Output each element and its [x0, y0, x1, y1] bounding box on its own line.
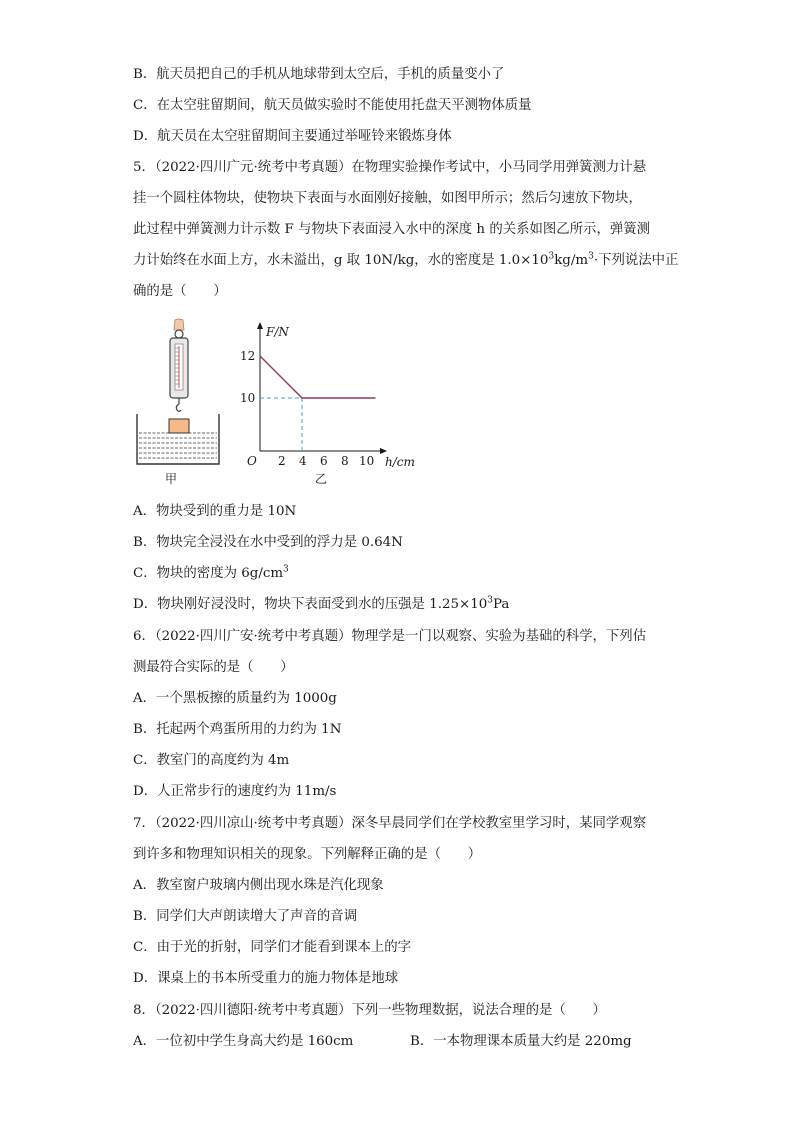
question-5-line-2: 挂一个圆柱体物块，使物块下表面与水面刚好接触，如图甲所示；然后匀速放下物块， [133, 191, 642, 206]
question-6-line-2: 测最符合实际的是（ ） [133, 660, 294, 675]
question-7-line-1: 7．（2022·四川凉山·统考中考真题）深冬早晨同学们在学校教室里学习时，某同学观察 [133, 816, 647, 831]
option-5d: D．物块刚好浸没时，物块下表面受到水的压强是 $1.25\times 10^3Pa$ [133, 595, 510, 612]
x-tick-label: 4 [299, 454, 307, 468]
option-7b: B．同学们大声朗读增大了声音的音调 [133, 909, 358, 924]
question-5-figure [133, 318, 423, 490]
x-axis-arrow [380, 448, 387, 454]
cylinder-block [169, 419, 189, 433]
option-6c: C．教室门的高度约为 4m [133, 753, 290, 768]
x-tick-label: 6 [320, 454, 328, 468]
label-yi: 乙 [315, 472, 328, 486]
option-5a: A．物块受到的重力是 10N [133, 504, 297, 519]
question-8-options-row [133, 1033, 653, 1051]
question-7-line-2: 到许多和物理知识相关的现象。下列解释正确的是（ ） [133, 847, 482, 862]
x-tick-label: 2 [278, 454, 286, 468]
option-b-prev: B．航天员把自己的手机从地球带到太空后，手机的质量变小了 [133, 67, 505, 82]
hand-icon [174, 319, 184, 330]
option-8a: A．一位初中学生身高大约是 160cm [133, 1034, 354, 1049]
option-6b: B．托起两个鸡蛋所用的力约为 1N [133, 722, 342, 737]
option-d-prev: D．航天员在太空驻留期间主要通过举哑铃来锻炼身体 [133, 129, 452, 144]
option-8b: B．一本物理课本质量大约是 220mg [410, 1034, 632, 1049]
y-tick-label: 12 [240, 349, 256, 363]
option-5b: B．物块完全浸没在水中受到的浮力是 0.64N [133, 535, 403, 550]
option-6a: A．一个黑板擦的质量约为 1000g [133, 691, 337, 706]
option-7a: A．教室窗户玻璃内侧出现水珠是汽化现象 [133, 878, 384, 893]
x-axis-label: h/cm [385, 455, 415, 469]
y-tick-label: 10 [240, 391, 256, 405]
y-axis-label: F/N [266, 325, 289, 339]
question-5-line-4: 力计始终在水面上方，水未溢出，g 取 10N/kg，水的密度是 $1.0\times 10^3kg/m^3\cdot$下列说法中正 [133, 251, 679, 268]
x-tick-label: 10 [359, 454, 375, 468]
figure-jia-apparatus [137, 319, 219, 486]
origin-label: O [247, 454, 257, 468]
y-axis-arrow [257, 322, 263, 329]
question-5-line-1: 5．（2022·四川广元·统考中考真题）在物理实验操作考试中，小马同学用弹簧测力计悬 [133, 160, 647, 175]
label-jia: 甲 [165, 472, 178, 486]
option-7d: D．课桌上的书本所受重力的施力物体是地球 [133, 971, 399, 986]
option-6d: D．人正常步行的速度约为 11m/s [133, 784, 337, 799]
question-5-line-3: 此过程中弹簧测力计示数 F 与物块下表面浸入水中的深度 h 的关系如图乙所示，弹簧测 [133, 222, 651, 237]
option-5c: C．物块的密度为 $6g/cm^3$ [133, 564, 289, 581]
option-c-prev: C．在太空驻留期间，航天员做实验时不能使用托盘天平测物体质量 [133, 98, 532, 113]
series-line [260, 356, 376, 398]
x-tick-label: 8 [341, 454, 349, 468]
option-7c: C．由于光的折射，同学们才能看到课本上的字 [133, 940, 412, 955]
question-5-line-5: 确的是（ ） [133, 284, 227, 299]
question-6-line-1: 6．（2022·四川广安·统考中考真题）物理学是一门以观察、实验为基础的科学，下列估 [133, 629, 647, 644]
question-8-line-1: 8．（2022·四川德阳·统考中考真题）下列一些物理数据，说法合理的是（ ） [133, 1003, 606, 1018]
figure-yi-graph [240, 322, 415, 486]
